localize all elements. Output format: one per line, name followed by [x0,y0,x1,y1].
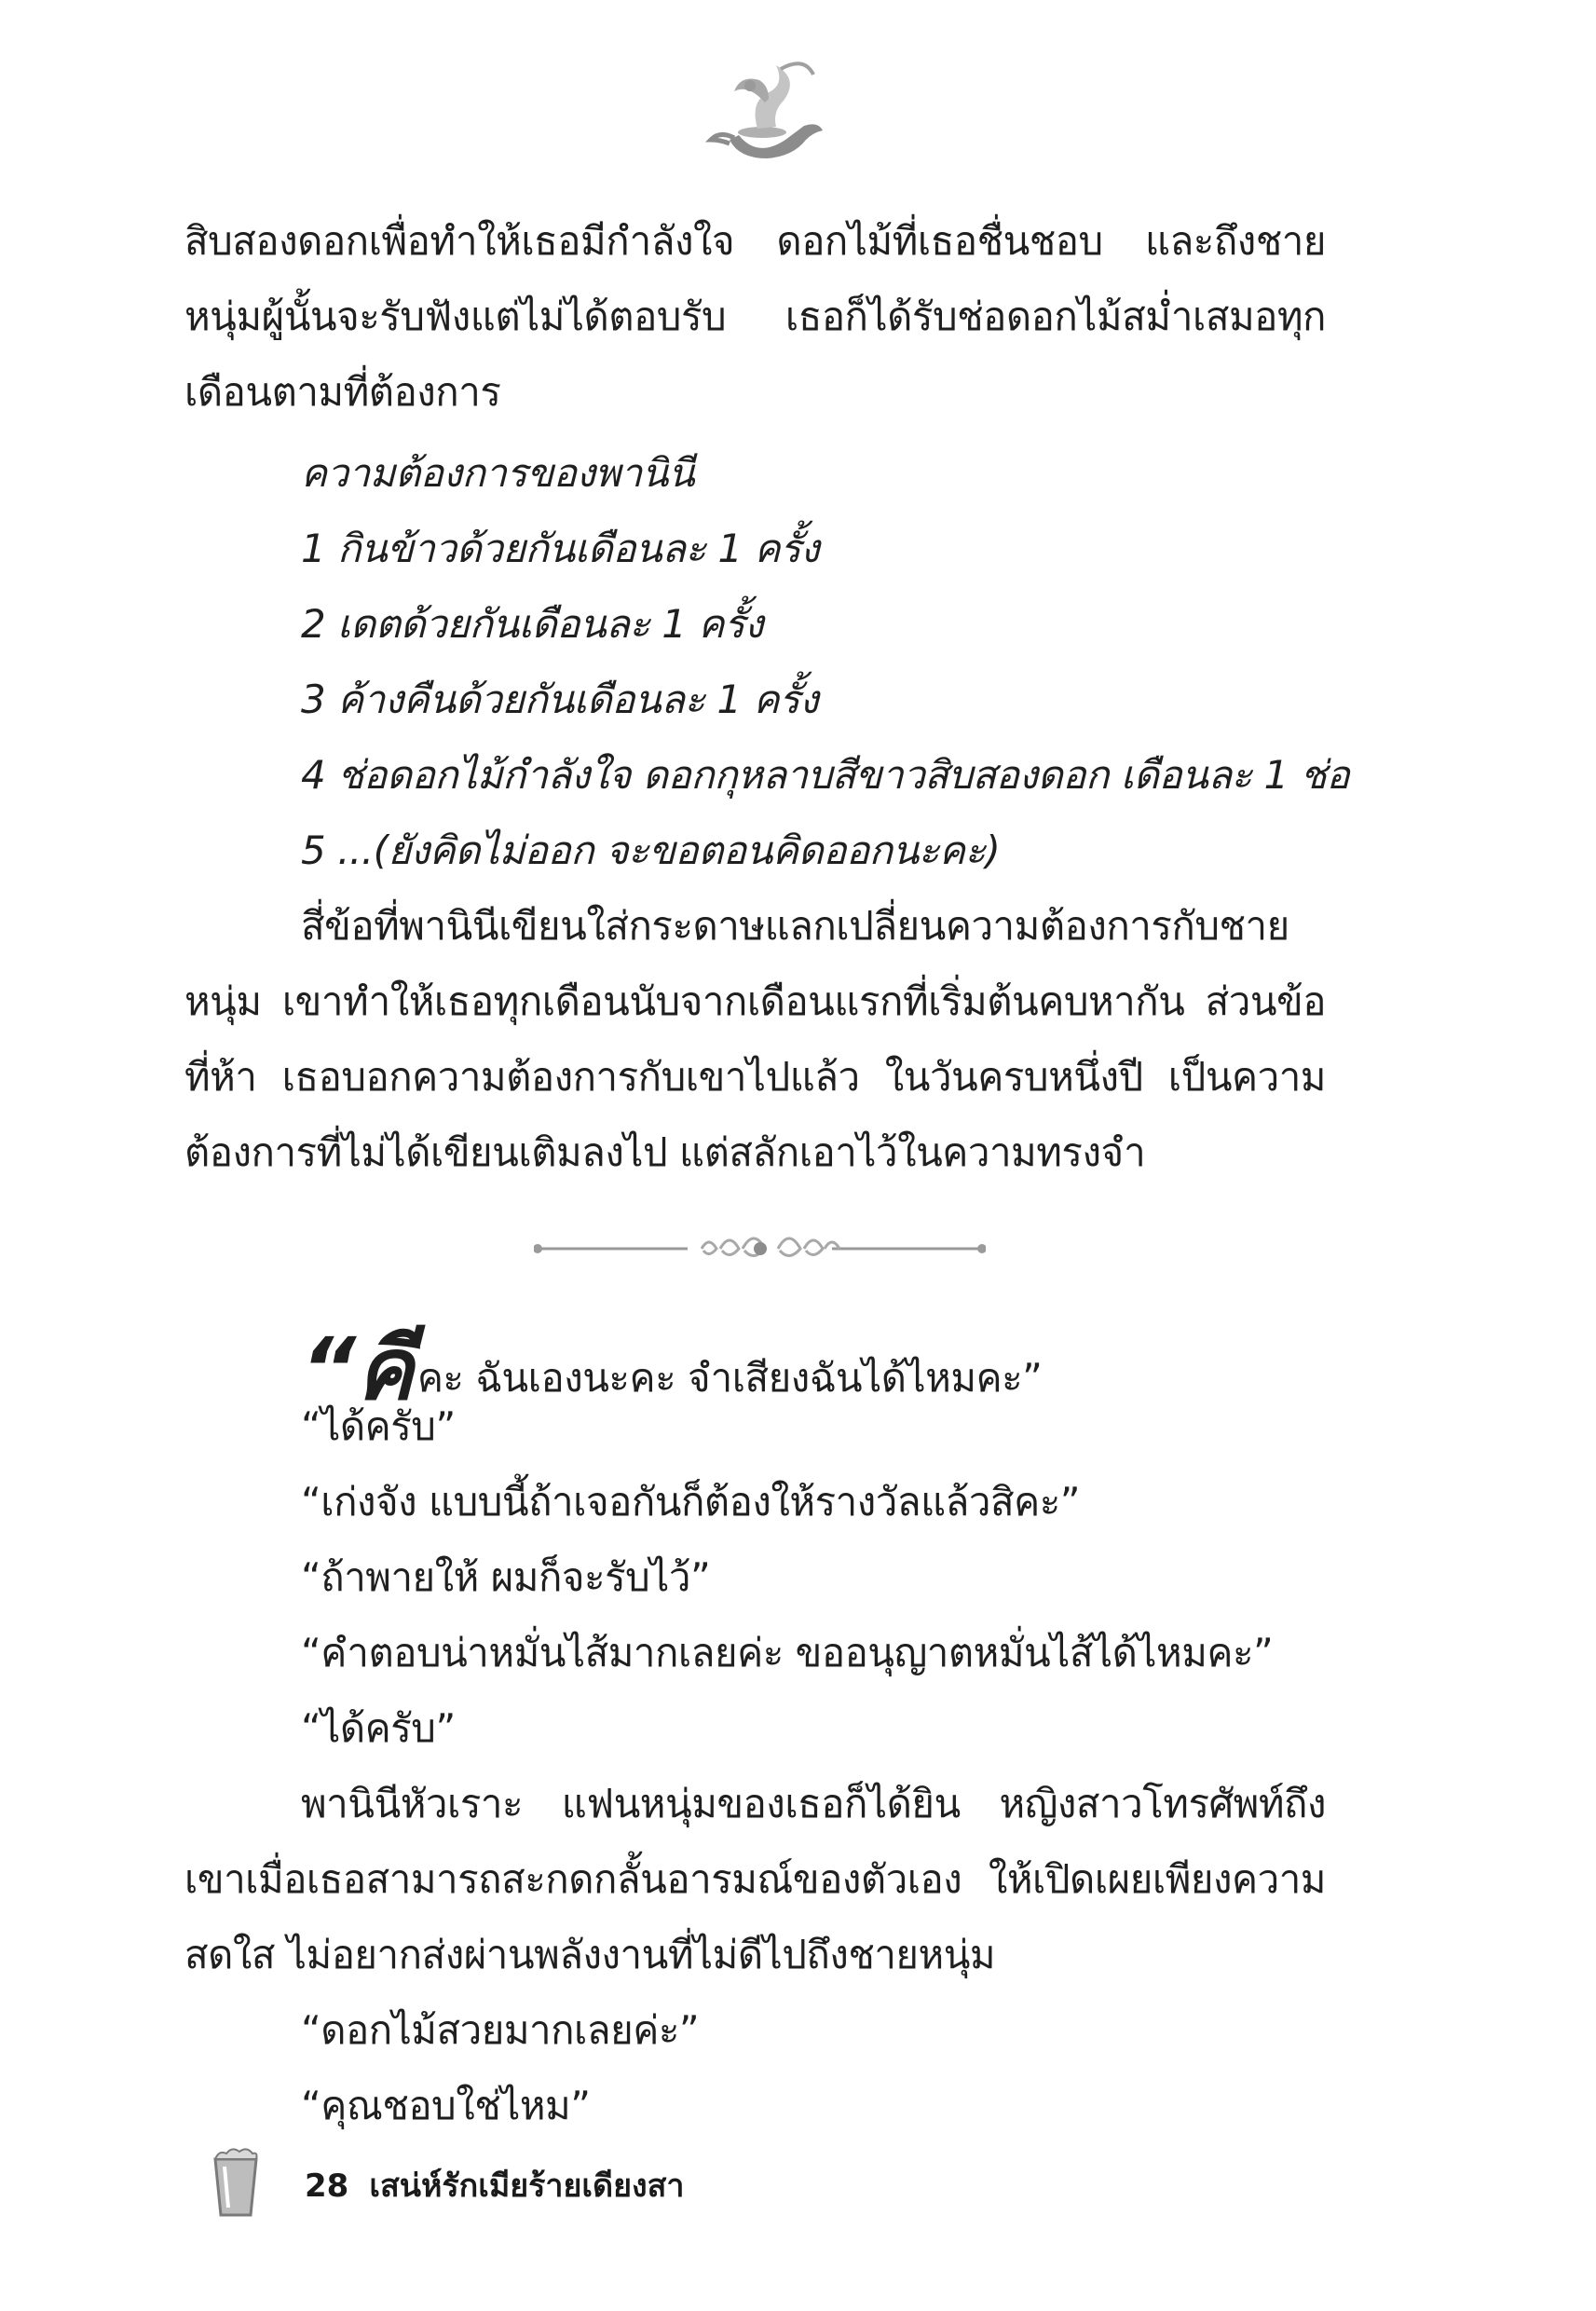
book-title: เสน่ห์รักเมียร้ายเดียงสา [369,2167,685,2205]
dialogue-line: “ได้ครับ” [301,1403,456,1449]
dialogue-line: “เก่งจัง แบบนี้ถ้าเจอกันก็ต้องให้รางวัลแล้วสิคะ” [301,1479,1081,1525]
dropcap-quote: “ [301,1320,357,1419]
dialogue-line: “คุณชอบใช่ไหม” [301,2083,591,2128]
glass-of-drink-icon [210,2146,262,2219]
genie-lamp-ornament-icon [683,47,832,168]
dropcap-letter: คี [356,1320,414,1419]
page-number: 28 [305,2167,349,2205]
list-item: 1 กินข้าวด้วยกันเดือนละ 1 ครั้ง [301,526,820,571]
page-footer [305,2160,685,2210]
list-item: 5 ...(ยังคิดไม่ออก จะขอตอนคิดออกนะคะ) [301,827,1001,873]
paragraph-2: สี่ข้อที่พานินีเขียนใส่กระดาษแลกเปลี่ยนความต้องการกับชายหนุ่ม เขาทำให้เธอทุกเดือนนับจากเดือนแรกที่เริ่มต้นคบหากัน ส่วนข้อที่ห้า เธอบอกความต้องการกับเขาไปแล้ว ในวันครบหนึ่งปี เป็นความต้องการที่ไม่ได้เขียนเติมลงไป แต่สลักเอาไว้ในความทรงจำ [184,903,1326,1175]
list-item: 2 เดตด้วยกันเดือนละ 1 ครั้ง [301,601,764,647]
paragraph-1: สิบสองดอกเพื่อทำให้เธอมีกำลังใจ ดอกไม้ที่เธอชื่นชอบ และถึงชายหนุ่มผู้นั้นจะรับฟังแต่ไม่ได้ตอบรับ เธอก็ได้รับช่อดอกไม้สม่ำเสมอทุกเดือนตามที่ต้องการ [184,218,1326,415]
list-item: 4 ช่อดอกไม้กำลังใจ ดอกกุหลาบสีขาวสิบสองดอก เดือนละ 1 ช่อ [301,752,1350,798]
dropcap-rest: คะ ฉันเองนะคะ จำเสียงฉันได้ไหมคะ” [416,1355,1043,1401]
dialogue-line: “ดอกไม้สวยมากเลยค่ะ” [301,2007,700,2053]
dialogue-line: “ถ้าพายให้ ผมก็จะรับไว้” [301,1554,711,1600]
list-item: 3 ค้างคืนด้วยกันเดือนละ 1 ครั้ง [301,677,819,722]
dialogue-line: “คำตอบน่าหมั่นไส้มากเลยค่ะ ขออนุญาตหมั่นไส้ได้ไหมคะ” [301,1630,1274,1675]
list-title: ความต้องการของพานินี [301,450,695,496]
paragraph-3: พานินีหัวเราะ แฟนหนุ่มของเธอก็ได้ยิน หญิงสาวโทรศัพท์ถึงเขาเมื่อเธอสามารถสะกดกลั้นอารมณ์ของตัวเอง ให้เปิดเผยเพียงความสดใส ไม่อยากส่งผ่านพลังงานที่ไม่ดีไปถึงชายหนุ่ม [184,1781,1326,1977]
dialogue-line: “ได้ครับ” [301,1705,456,1751]
flourish-divider-icon [534,1211,986,1286]
